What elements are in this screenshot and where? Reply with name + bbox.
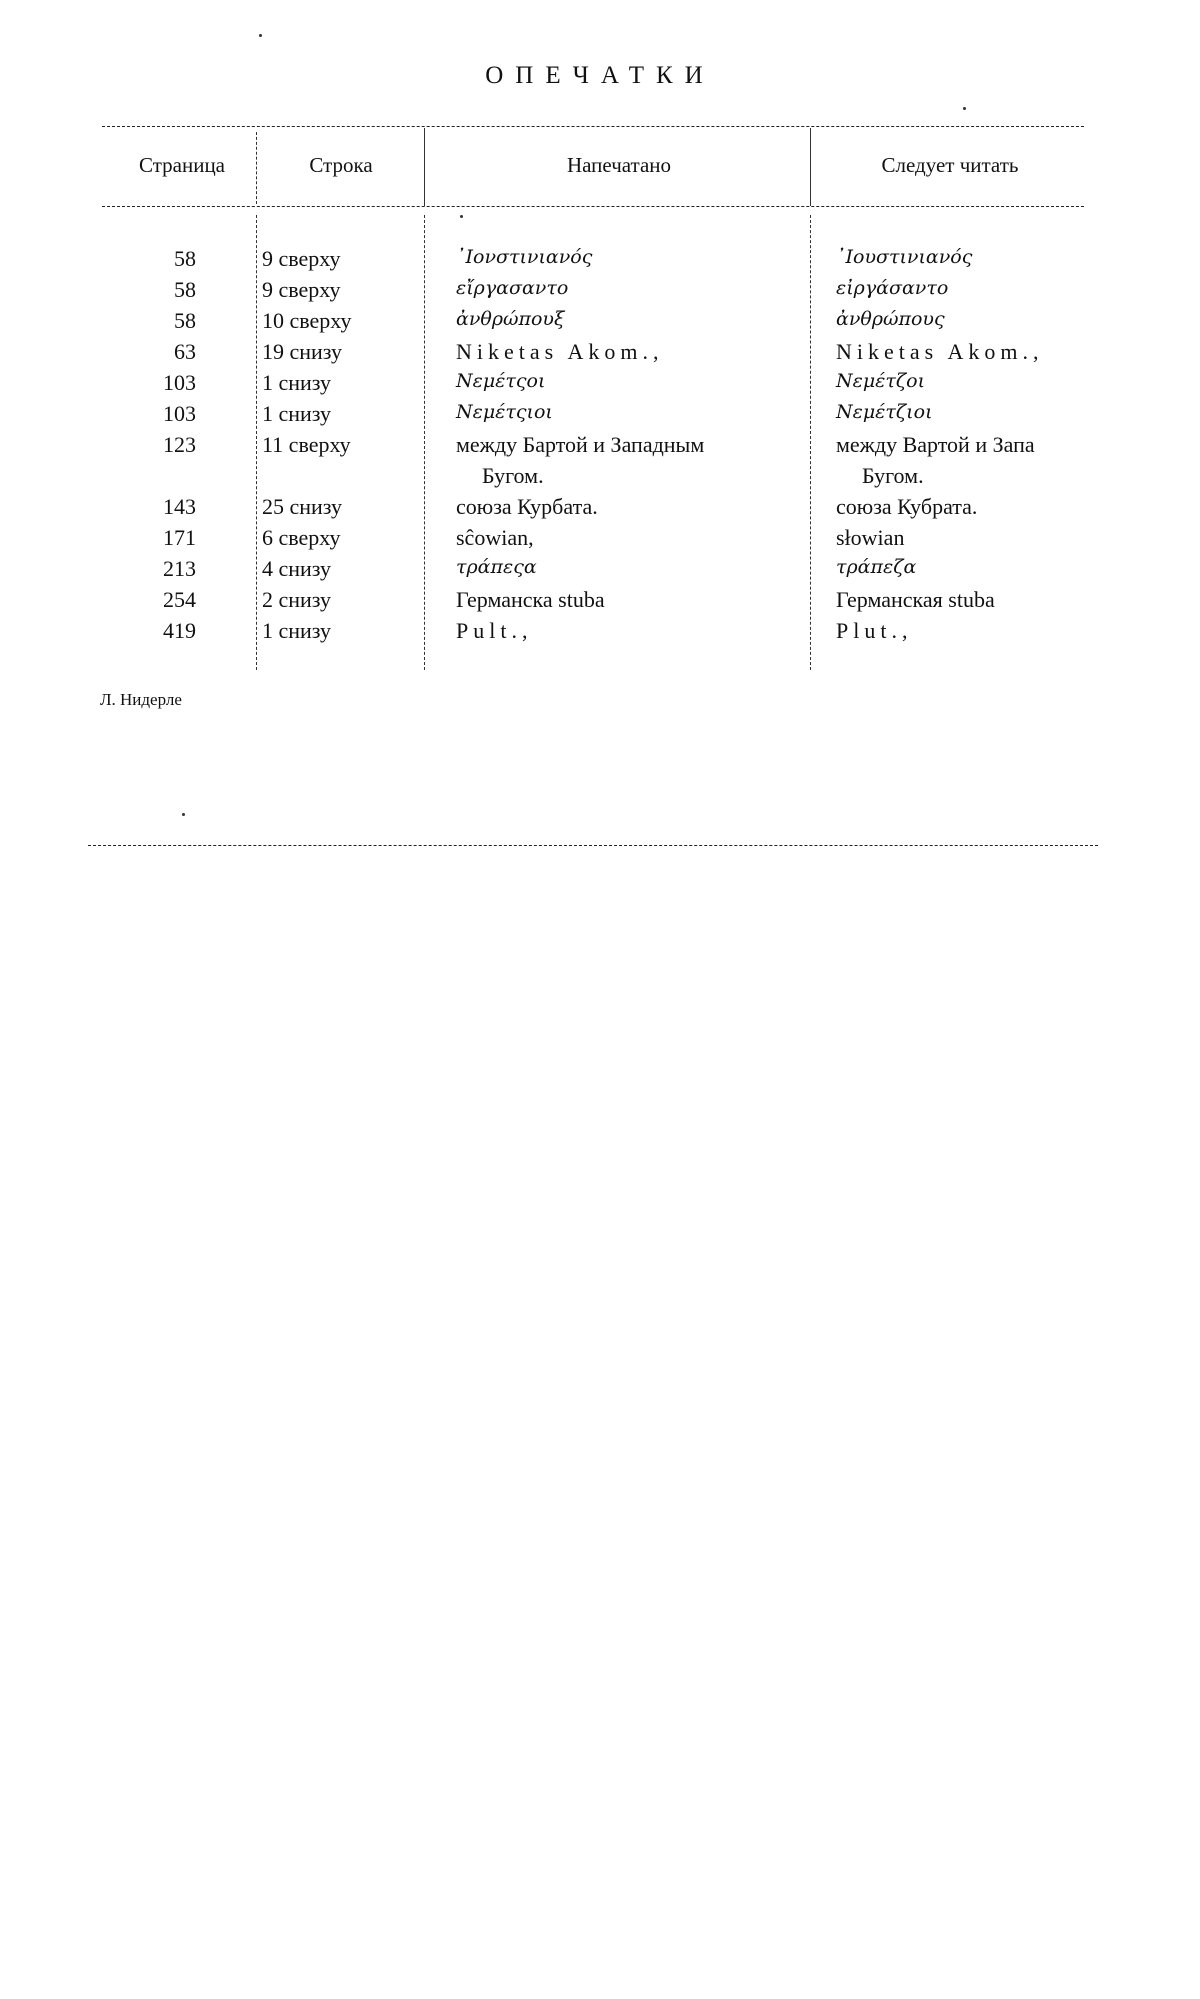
- printed-text-continuation: Бугом.: [482, 463, 544, 488]
- correct-text: Германская stuba: [836, 587, 995, 612]
- correct-text: Niketas Akom.,: [836, 339, 1044, 364]
- line-ref: 2 снизу: [262, 587, 332, 612]
- table-header-rule: [102, 206, 1084, 207]
- correct-text: ἀνθρώπους: [836, 308, 945, 330]
- table-row: [0, 277, 1200, 308]
- line-ref: 9 сверху: [262, 277, 341, 302]
- column-header-page: Страница: [138, 153, 226, 177]
- printed-text: Германска stuba: [456, 587, 605, 612]
- page-number: 419: [163, 618, 196, 643]
- table-row: [0, 339, 1200, 370]
- printed-text: союза Курбата.: [456, 494, 598, 519]
- page-number: 123: [163, 432, 196, 457]
- column-separator: [810, 128, 811, 206]
- page-number: 58: [174, 308, 196, 333]
- column-separator: [424, 128, 425, 206]
- page-number: 58: [174, 277, 196, 302]
- correct-text: Plut.,: [836, 618, 913, 643]
- correct-text-continuation: Бугом.: [862, 463, 924, 488]
- printed-text: Pult.,: [456, 618, 533, 643]
- table-row: [0, 525, 1200, 556]
- table-row: [0, 556, 1200, 587]
- page-number: 213: [163, 556, 196, 581]
- table-row: [0, 432, 1200, 463]
- printed-text: sĉowian,: [456, 525, 534, 550]
- page-number: 171: [163, 525, 196, 550]
- correct-text: между Вартой и Запа: [836, 432, 1035, 457]
- line-ref: 1 снизу: [262, 401, 332, 426]
- page-number: 254: [163, 587, 196, 612]
- printed-text: τράπεςα: [456, 556, 537, 578]
- printed-text: Νεμέτςοι: [456, 370, 546, 392]
- printed-text: между Бартой и Западным: [456, 432, 705, 457]
- column-header-line: Строка: [309, 153, 373, 177]
- line-ref: 1 снизу: [262, 370, 332, 395]
- correct-text: ᾿Ιουστινιανός: [836, 246, 973, 268]
- line-ref: 10 сверху: [262, 308, 352, 333]
- column-separator: [256, 132, 257, 204]
- correct-text: Νεμέτζοι: [836, 370, 926, 392]
- table-row: [0, 308, 1200, 339]
- table-row: [0, 370, 1200, 401]
- line-ref: 19 снизу: [262, 339, 343, 364]
- scan-speck: [963, 107, 966, 110]
- column-header-correct: Следует читать: [881, 153, 1019, 177]
- column-header-printed: Напечатано: [566, 153, 672, 177]
- line-ref: 6 сверху: [262, 525, 341, 550]
- table-row: [0, 494, 1200, 525]
- line-ref: 4 снизу: [262, 556, 332, 581]
- table-row: [0, 618, 1200, 649]
- line-ref: 9 сверху: [262, 246, 341, 271]
- printed-text: Niketas Akom.,: [456, 339, 664, 364]
- printed-text: ᾿Ιονστινιανός: [456, 246, 593, 268]
- page-number: 103: [163, 401, 196, 426]
- printed-text: Νεμέτςιοι: [456, 401, 553, 423]
- correct-text: εἰργάσαντο: [836, 277, 949, 299]
- printed-text: ἀνθρώπουξ: [456, 308, 565, 330]
- table-row-continuation: [0, 463, 1200, 494]
- correct-text: Νεμέτζιοι: [836, 401, 933, 423]
- scan-speck: [182, 813, 185, 816]
- table-row: [0, 246, 1200, 277]
- scan-speck: [259, 34, 262, 37]
- correct-text: τράπεζα: [836, 556, 917, 578]
- page-number: 63: [174, 339, 196, 364]
- table-top-rule: [102, 126, 1084, 127]
- table-row: [0, 401, 1200, 432]
- correct-text: союза Кубрата.: [836, 494, 978, 519]
- scan-speck: [460, 215, 463, 218]
- table-row: [0, 587, 1200, 618]
- page-number: 58: [174, 246, 196, 271]
- page-title: ОПЕЧАТКИ: [485, 62, 715, 89]
- line-ref: 25 снизу: [262, 494, 343, 519]
- signature: Л. Нидерле: [100, 690, 182, 709]
- page-bottom-rule: [88, 845, 1098, 846]
- line-ref: 11 сверху: [262, 432, 351, 457]
- printed-text: εἴργασαντο: [456, 277, 569, 299]
- correct-text: słowian: [836, 525, 905, 550]
- line-ref: 1 снизу: [262, 618, 332, 643]
- page-number: 103: [163, 370, 196, 395]
- page-number: 143: [163, 494, 196, 519]
